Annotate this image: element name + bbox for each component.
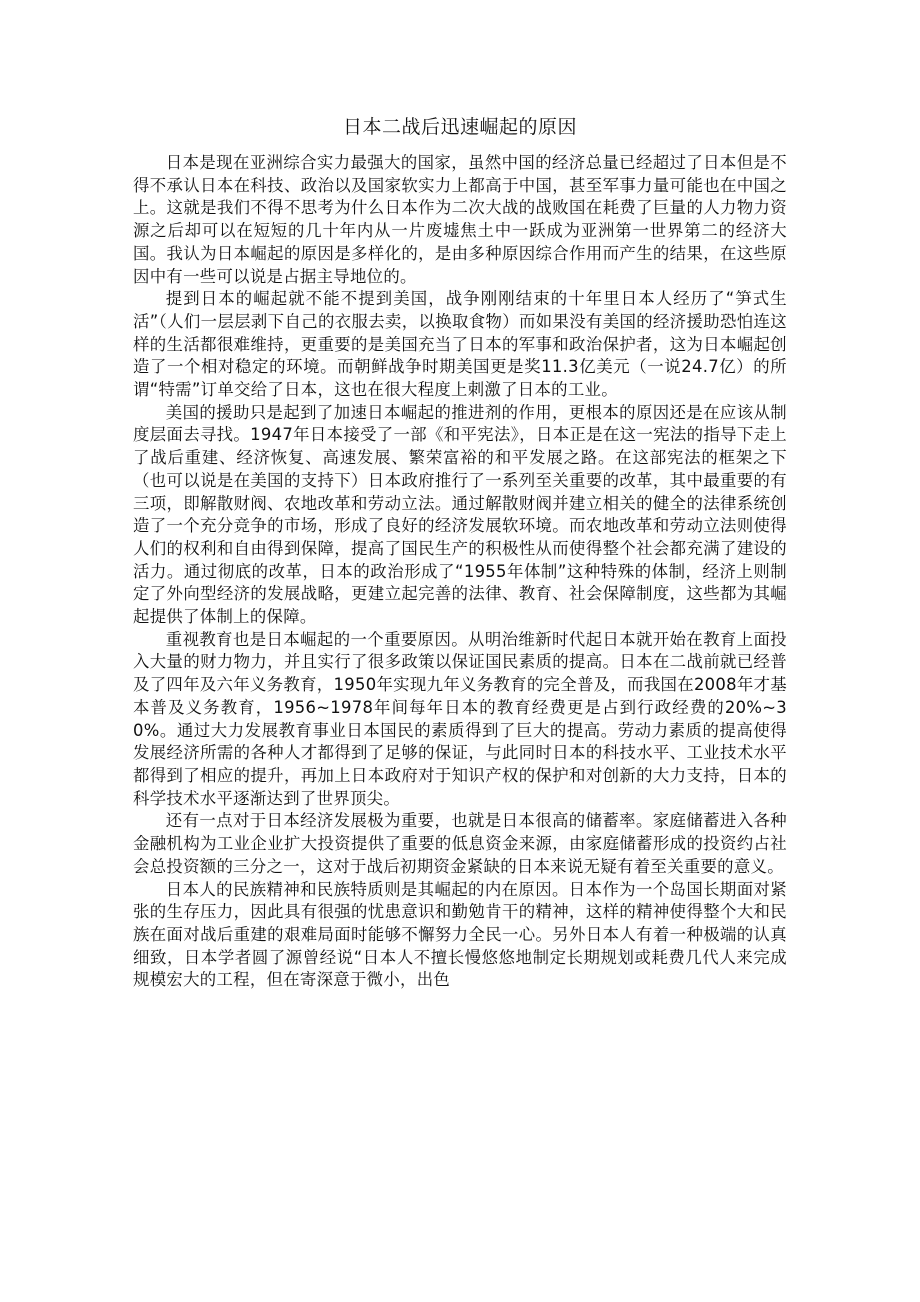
paragraph-institutions: 美国的援助只是起到了加速日本崛起的推进剂的作用，更根本的原因还是在应该从制度层面去寻找。1947年日本接受了一部《和平宪法》，日本正是在这一宪法的指导下走上了战后重建、经济恢复、高速发展、繁荣富裕的和平发展之路。在这部宪法的框架之下（也可以说是在美国的支持下）日本政府推行了一系列至关重要的改革，其中最重要的有三项，即解散财阀、农地改革和劳动立法。通过解散财阀并建立相关的健全的法律系统创造了一个充分竞争的市场，形成了良好的经济发展软环境。而农地改革和劳动立法则使得人们的权利和自由得到保障，提高了国民生产的积极性从而使得整个社会都充满了建设的活力。通过彻底的改革，日本的政治形成了“1955年体制”这种特殊的体制，经济上则制定了外向型经济的发展战略，更建立起完善的法律、教育、社会保障制度，这些都为其崛起提供了体制上的保障。 (133, 402, 787, 627)
paragraph-savings: 还有一点对于日本经济发展极为重要，也就是日本很高的储蓄率。家庭储蓄进入各种金融机构为工业企业扩大投资提供了重要的低息资金来源，由家庭储蓄形成的投资约占社会总投资额的三分之一，这对于战后初期资金紧缺的日本来说无疑有着至关重要的意义。 (133, 811, 787, 876)
paragraph-intro: 日本是现在亚洲综合实力最强大的国家，虽然中国的经济总量已经超过了日本但是不得不承认日本在科技、政治以及国家软实力上都高于中国，甚至军事力量可能也在中国之上。这就是我们不得不思考为什么日本作为二次大战的战败国在耗费了巨量的人力物力资源之后却可以在短短的几十年内从一片废墟焦土中一跃成为亚洲第一世界第二的经济大国。我认为日本崛起的原因是多样化的，是由多种原因综合作用而产生的结果，在这些原因中有一些可以说是占据主导地位的。 (133, 153, 787, 286)
paragraph-education: 重视教育也是日本崛起的一个重要原因。从明治维新时代起日本就开始在教育上面投入大量的财力物力，并且实行了很多政策以保证国民素质的提高。日本在二战前就已经普及了四年及六年义务教育，1950年实现九年义务教育的完全普及，而我国在2008年才基本普及义务教育，1956~1978年间每年日本的教育经费更是占到行政经费的20%~30%。通过大力发展教育事业日本国民的素质得到了巨大的提高。劳动力素质的提高使得发展经济所需的各种人才都得到了足够的保证，与此同时日本的科技水平、工业技术水平都得到了相应的提升，再加上日本政府对于知识产权的保护和对创新的大力支持，日本的科学技术水平逐渐达到了世界顶尖。 (133, 629, 787, 808)
paragraph-us-aid: 提到日本的崛起就不能不提到美国，战争刚刚结束的十年里日本人经历了“笋式生活”（人们一层层剥下自己的衣服去卖，以换取食物）而如果没有美国的经济援助恐怕连这样的生活都很难维持，更重要的是美国充当了日本的军事和政治保护者，这为日本崛起创造了一个相对稳定的环境。而朝鲜战争时期美国更是奖11.3亿美元（一说24.7亿）的所谓“特需”订单交给了日本，这也在很大程度上刺激了日本的工业。 (133, 289, 787, 400)
document-page (133, 114, 787, 992)
document-title: 日本二战后迅速崛起的原因 (342, 116, 577, 138)
paragraph-national-character: 日本人的民族精神和民族特质则是其崛起的内在原因。日本作为一个岛国长期面对紧张的生存压力，因此具有很强的忧患意识和勤勉肯干的精神，这样的精神使得整个大和民族在面对战后重建的艰难局面时能够不懈努力全民一心。另外日本人有着一种极端的认真细致，日本学者圆了源曾经说“日本人不擅长慢悠悠地制定长期规划或耗费几代人来完成规模宏大的工程，但在寄深意于微小，出色 (133, 879, 787, 990)
